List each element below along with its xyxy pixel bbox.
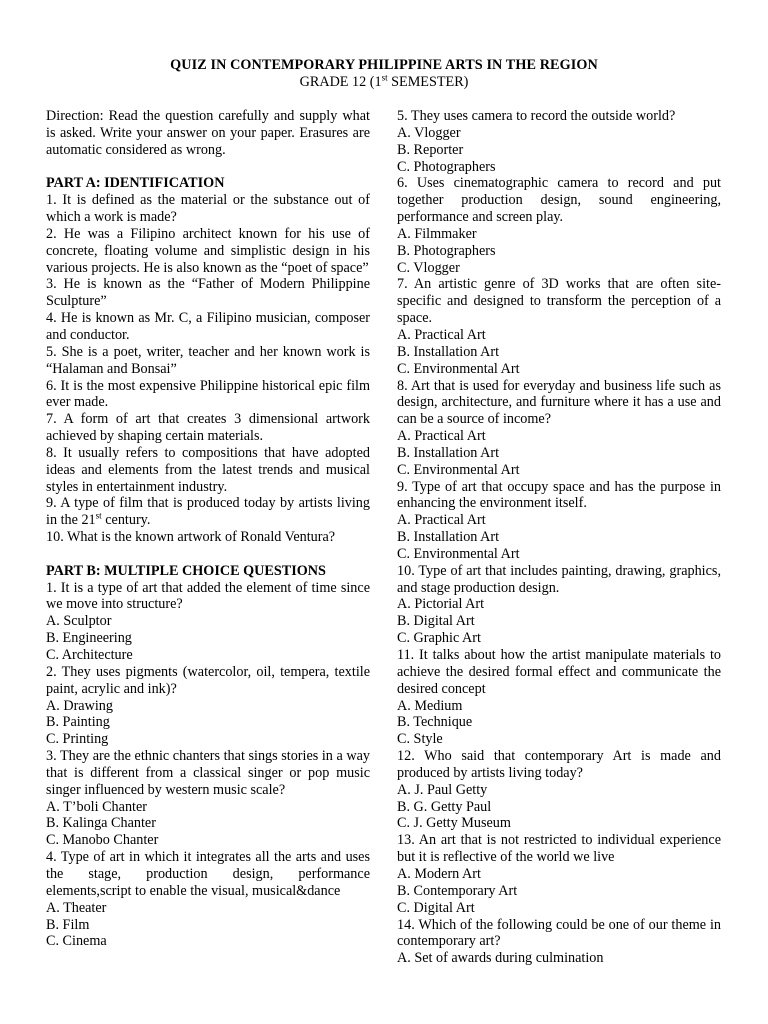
subtitle-grade: GRADE 12 (1 xyxy=(299,74,382,90)
part-a-question: 7. A form of art that creates 3 dimensional artwork achieved by shaping certain materials. xyxy=(46,411,370,445)
mc-option: A. Sculptor xyxy=(46,613,112,630)
part-a-question: 4. He is known as Mr. C, a Filipino musician, composer and conductor. xyxy=(46,310,370,343)
mc-option: A. Drawing xyxy=(46,697,113,714)
mc-question: 3. They are the ethnic chanters that sings stories in a way that is different from a classical singer or pop music singer influenced by western music scale? xyxy=(46,748,370,798)
mc-option: B. Installation Art xyxy=(397,343,500,360)
mc-question: 7. An artistic genre of 3D works that are often site-specific and designed to transform the perception of a space. xyxy=(397,276,721,327)
mc-option: A. J. Paul Getty xyxy=(397,781,488,798)
q9-text: 9. A type of film that is produced today by artists living in the 21 xyxy=(46,495,370,529)
mc-option: A. Practical Art xyxy=(397,512,486,529)
mc-question: 13. An art that is not restricted to individual experience but it is reflective of the world we live xyxy=(397,832,721,866)
part-a-question: 2. He was a Filipino architect known for his use of concrete, floating volume and simplistic design in his various projects. He is also known as the “poet of space” xyxy=(46,225,370,276)
mc-option: C. J. Getty Museum xyxy=(397,815,511,832)
part-a-question: 3. He is known as the “Father of Modern Philippine Sculpture” xyxy=(46,276,370,310)
mc-option: B. Film xyxy=(46,916,90,933)
subtitle-superscript: st xyxy=(381,72,388,83)
mc-option: A. Pictorial Art xyxy=(397,596,485,613)
directions: Direction: Read the question carefully and supply what is asked. Write your answer on your paper. Erasures are automatic considered as wrong. xyxy=(46,108,370,158)
mc-option: A. Filmmaker xyxy=(397,225,477,242)
mc-question: 6. Uses cinematographic camera to record and put together production design, sound engineering, performance and screen play. xyxy=(397,175,721,226)
mc-option: C. Digital Art xyxy=(397,899,475,916)
part-a-heading: PART A: IDENTIFICATION xyxy=(46,175,225,192)
mc-option: B. G. Getty Paul xyxy=(397,798,492,815)
mc-option: B. Contemporary Art xyxy=(397,882,518,899)
mc-question: 2. They uses pigments (watercolor, oil, tempera, textile paint, acrylic and ink)? xyxy=(46,663,370,697)
document-header xyxy=(0,57,768,91)
mc-option: B. Installation Art xyxy=(397,529,500,546)
subtitle-semester: SEMESTER) xyxy=(387,74,469,90)
mc-question: 14. Which of the following could be one of our theme in contemporary art? xyxy=(397,916,721,950)
document-title: QUIZ IN CONTEMPORARY PHILIPPINE ARTS IN THE REGION xyxy=(170,57,598,73)
mc-option: C. Manobo Chanter xyxy=(46,832,159,849)
part-a-question: 1. It is defined as the material or the substance out of which a work is made? xyxy=(46,192,370,226)
mc-option: C. Style xyxy=(397,731,443,748)
mc-option: C. Environmental Art xyxy=(397,461,520,478)
right-column xyxy=(397,108,721,967)
part-a-question: 8. It usually refers to compositions that have adopted ideas and elements from the latest trends and musical styles in entertainment industry. xyxy=(46,444,370,495)
mc-option: C. Cinema xyxy=(46,933,107,950)
part-a-question xyxy=(46,495,370,529)
mc-option: B. Engineering xyxy=(46,630,132,647)
mc-question: 5. They uses camera to record the outside world? xyxy=(397,108,676,124)
mc-question: 1. It is a type of art that added the element of time since we move into structure? xyxy=(46,579,370,613)
mc-option: A. T’boli Chanter xyxy=(46,798,148,815)
mc-option: B. Installation Art xyxy=(397,444,500,461)
left-column xyxy=(46,108,370,950)
mc-option: C. Printing xyxy=(46,731,109,748)
mc-option: B. Kalinga Chanter xyxy=(46,815,156,832)
q9-superscript: st xyxy=(95,510,102,521)
part-a-question: 6. It is the most expensive Philippine historical epic film ever made. xyxy=(46,377,370,411)
part-b-heading: PART B: MULTIPLE CHOICE QUESTIONS xyxy=(46,562,326,579)
mc-option: A. Modern Art xyxy=(397,865,481,882)
mc-option: A. Theater xyxy=(46,899,107,916)
mc-question: 11. It talks about how the artist manipulate materials to achieve the desired formal effect and communicate the desired concept xyxy=(397,647,721,697)
mc-option: A. Medium xyxy=(397,697,463,714)
part-a-question: 5. She is a poet, writer, teacher and her known work is “Halaman and Bonsai” xyxy=(46,343,370,377)
mc-option: C. Environmental Art xyxy=(397,360,520,377)
mc-question: 8. Art that is used for everyday and business life such as design, architecture, and furniture where it has a use and can be a source of income? xyxy=(397,377,721,428)
mc-option: C. Environmental Art xyxy=(397,545,520,562)
mc-option: A. Practical Art xyxy=(397,428,486,445)
mc-option: C. Vlogger xyxy=(397,259,460,276)
mc-option: B. Photographers xyxy=(397,242,496,259)
mc-question: 12. Who said that contemporary Art is made and produced by artists living today? xyxy=(397,748,721,781)
mc-option: B. Painting xyxy=(46,714,110,731)
mc-option: C. Photographers xyxy=(397,158,496,175)
document-subtitle xyxy=(0,74,768,91)
mc-question: 10. Type of art that includes painting, drawing, graphics, and stage production design. xyxy=(397,562,721,596)
mc-question: 9. Type of art that occupy space and has the purpose in enhancing the environment itself. xyxy=(397,478,721,512)
mc-option: B. Reporter xyxy=(397,141,464,158)
mc-option: C. Architecture xyxy=(46,647,133,663)
mc-option: A. Practical Art xyxy=(397,326,486,343)
mc-option: A. Set of awards during culmination xyxy=(397,950,604,967)
mc-option: B. Digital Art xyxy=(397,613,475,630)
q9-text-end: century. xyxy=(101,512,151,529)
mc-option: C. Graphic Art xyxy=(397,630,481,647)
mc-question: 4. Type of art in which it integrates all the arts and uses the stage, production design, performance elements,script to enable the visual, musical&dance xyxy=(46,849,370,899)
mc-option: B. Technique xyxy=(397,714,473,731)
mc-option: A. Vlogger xyxy=(397,124,461,141)
part-a-question: 10. What is the known artwork of Ronald Ventura? xyxy=(46,529,336,546)
